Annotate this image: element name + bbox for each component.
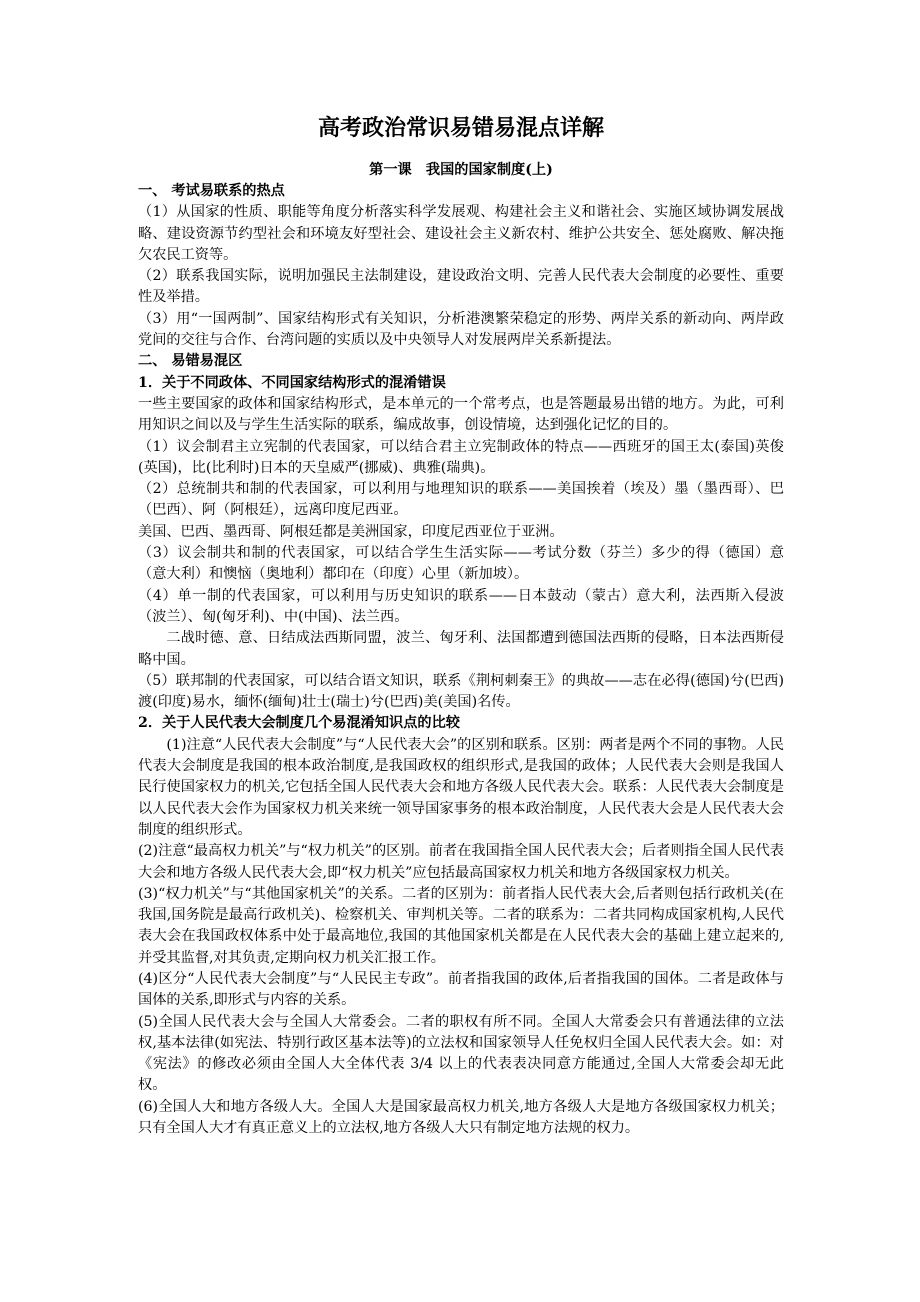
paragraph: 一些主要国家的政体和国家结构形式，是本单元的一个常考点，也是答题最易出错的地方。为此，可利用知识之间以及与学生生活实际的联系，编成故事，创设情境，达到强化记忆的目的。: [138, 395, 784, 434]
paragraph: (4)区分“人民代表大会制度”与“人民民主专政”。前者指我国的政体,后者指我国的国体。二者是政体与国体的关系,即形式与内容的关系。: [138, 970, 784, 1009]
section-heading: 2．关于人民代表大会制度几个易混淆知识点的比较: [138, 715, 460, 732]
document-title: 高考政治常识易错易混点详解: [317, 115, 604, 141]
section-heading: 一、 考试易联系的热点: [138, 183, 285, 199]
paragraph: （5）联邦制的代表国家，可以结合语文知识，联系《荆柯刺秦王》的典故——志在必得(德国)兮(巴西)渡(印度)易水，缅怀(缅甸)壮士(瑞士)兮(巴西)美(美国)名传。: [138, 672, 784, 711]
paragraph: (2)注意“最高权力机关”与“权力机关”的区别。前者在我国指全国人民代表大会；后者则指全国人民代表大会和地方各级人民代表大会,即“权力机关”应包括最高国家权力机关和地方各级国家权力机关。: [138, 843, 784, 881]
paragraph: （3）用“一国两制”、国家结构形式有关知识，分析港澳繁荣稳定的形势、两岸关系的新动向、两岸政党间的交往与合作、台湾问题的实质以及中央领导人对发展两岸关系新提法。: [138, 310, 784, 349]
paragraph: (5)全国人民代表大会与全国人大常委会。二者的职权有所不同。全国人大常委会只有普通法律的立法权,基本法律(如宪法、特别行政区基本法等)的立法权和国家领导人任免权归全国人民代表大会。如：对《宪法》的修改必须由全国人大全体代表 3/4 以上的代表表决同意方能通过,全国人大常委会却无此权。: [138, 1013, 784, 1094]
paragraph: 美国、巴西、墨西哥、阿根廷都是美洲国家，印度尼西亚位于亚洲。: [138, 523, 564, 540]
paragraph: （4）单一制的代表国家，可以利用与历史知识的联系——日本鼓动（蒙古）意大利，法西斯入侵波（波兰）、匈(匈牙利)、中(中国)、法兰西。: [138, 587, 784, 625]
document-page: [138, 112, 784, 1139]
paragraph: 二战时德、意、日结成法西斯同盟，波兰、匈牙利、法国都遭到德国法西斯的侵略，日本法西斯侵略中国。: [138, 630, 784, 668]
paragraph: （1）议会制君主立宪制的代表国家，可以结合君主立宪制政体的特点——西班牙的国王太(泰国)英俊(英国)，比(比利时)日本的天皇威严(挪威)、典雅(瑞典)。: [138, 438, 784, 476]
paragraph: (3)“权力机关”与“其他国家机关”的关系。二者的区别为：前者指人民代表大会,后者则包括行政机关(在我国,国务院是最高行政机关)、检察机关、审判机关等。二者的联系为：二者共同构成国家机构,人民代表大会在我国政权体系中处于最高地位,我国的其他国家机关都是在人民代表大会的基础上建立起来的,并受其监督,对其负责,定期向权力机关汇报工作。: [138, 885, 784, 966]
paragraph: （2）联系我国实际，说明加强民主法制建设，建设政治文明、完善人民代表大会制度的必要性、重要性及举措。: [138, 268, 784, 306]
paragraph: （3）议会制共和制的代表国家，可以结合学生生活实际——考试分数（芬兰）多少的得（德国）意（意大利）和懊恼（奥地利）都印在（印度）心里（新加坡）。: [138, 545, 784, 583]
section-heading: 1．关于不同政体、不同国家结构形式的混淆错误: [138, 374, 446, 391]
paragraph: (6)全国人大和地方各级人大。全国人大是国家最高权力机关,地方各级人大是地方各级国家权力机关；只有全国人大才有真正意义上的立法权,地方各级人大只有制定地方法规的权力。: [138, 1098, 784, 1137]
document-body: [138, 181, 784, 1139]
paragraph: (1)注意“人民代表大会制度”与“人民代表大会”的区别和联系。区别：两者是两个不同的事物。人民代表大会制度是我国的根本政治制度,是我国政权的组织形式,是我国的政体；人民代表大会则是我国人民行使国家权力的机关,它包括全国人民代表大会和地方各级人民代表大会。联系：人民代表大会制度是以人民代表大会作为国家权力机关来统一领导国家事务的根本政治制度，人民代表大会是人民代表大会制度的组织形式。: [138, 736, 784, 838]
paragraph: （1）从国家的性质、职能等角度分析落实科学发展观、构建社会主义和谐社会、实施区域协调发展战略、建设资源节约型社会和环境友好型社会、建设社会主义新农村、维护公共安全、惩处腐败、解决拖欠农民工资等。: [138, 204, 784, 263]
lesson-subtitle: 第一课 我国的国家制度(上): [369, 162, 553, 178]
paragraph: （2）总统制共和制的代表国家，可以利用与地理知识的联系——美国挨着（埃及）墨（墨西哥）、巴（巴西）、阿（阿根廷），远离印度尼西亚。: [138, 481, 784, 519]
section-heading: 二、 易错易混区: [138, 353, 243, 370]
